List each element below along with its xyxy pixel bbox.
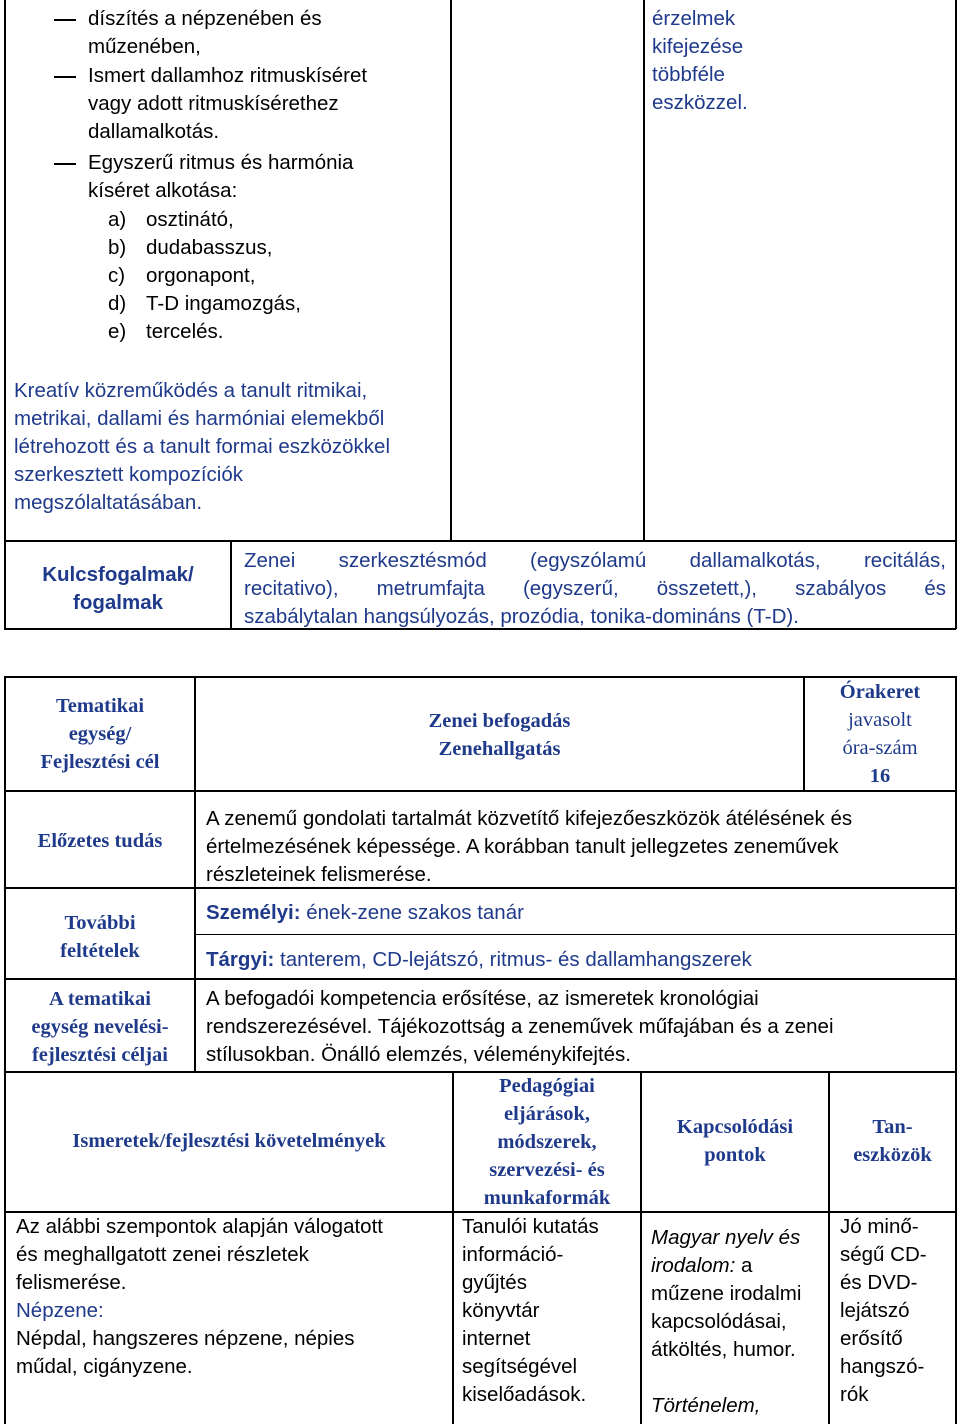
prior-knowledge-label: Előzetes tudás — [37, 830, 163, 852]
sub-item — [108, 262, 301, 290]
methods-header-line: szervezési- és — [489, 1159, 605, 1181]
requirements-cell — [16, 1213, 383, 1381]
bt-row3-inner-divider — [194, 934, 956, 935]
top-table-mid-border-2 — [643, 0, 645, 541]
hours-count-label: óra-szám — [842, 737, 918, 759]
tools-line: lejátszó — [840, 1299, 910, 1322]
key-concepts-label — [6, 561, 230, 617]
unit-label-line: Tematikai — [55, 695, 145, 717]
right-cell-line: többféle — [652, 63, 725, 86]
tools-line: erősítő — [840, 1327, 903, 1350]
methods-line: segítségével — [462, 1355, 578, 1378]
tools-line: ségű CD- — [840, 1243, 927, 1266]
personal-text: ének-zene szakos tanár — [300, 901, 524, 924]
sub-item-text: orgonapont, — [146, 264, 256, 287]
requirements-line: és meghallgatott zenei részletek — [16, 1243, 309, 1266]
connections-header-line: Kapcsolódási — [676, 1116, 794, 1138]
sub-item-label: c) — [108, 264, 126, 287]
paragraph-line: létrehozott és a tanult formai eszközökkel — [14, 435, 391, 458]
bullet-line: díszítés a népzenében és — [88, 7, 322, 30]
requirements-line: műdal, cigányzene. — [16, 1355, 193, 1378]
tools-header-line: Tan- — [872, 1116, 913, 1138]
connections-cell — [651, 1224, 801, 1420]
methods-header-line: munkaformák — [483, 1187, 611, 1209]
bullet-line: vagy adott ritmuskísérethez — [88, 92, 339, 115]
tools-line: Jó minő- — [840, 1215, 919, 1238]
unit-label — [6, 692, 194, 776]
dash-bullet-icon — [54, 163, 76, 165]
bt-right-border — [955, 676, 957, 1424]
unit-label-line: egység/ — [68, 723, 132, 745]
bullet-line: Egyszerű ritmus és harmónia — [88, 151, 354, 174]
methods-line: kiselőadások. — [462, 1383, 587, 1406]
sub-item — [108, 234, 301, 262]
conditions-label-line: További — [64, 912, 136, 934]
key-concepts-text — [244, 547, 946, 631]
material-label: Tárgyi: — [206, 948, 275, 971]
connections-subject: Történelem, — [651, 1394, 761, 1417]
dash-bullet-icon — [54, 19, 76, 21]
goals-label-line: egység nevelési- — [31, 1016, 169, 1038]
goals-label-line: fejlesztési céljai — [31, 1044, 168, 1066]
connections-subject-tail: a — [735, 1254, 753, 1277]
sub-item-label: d) — [108, 292, 127, 315]
bullet-item — [88, 149, 353, 205]
top-table-mid-border-1 — [450, 0, 452, 541]
prior-knowledge-text — [206, 805, 852, 889]
requirements-header: Ismeretek/fejlesztési követelmények — [72, 1130, 386, 1152]
goals-line: A befogadói kompetencia erősítése, az ismeretek kronológiai — [206, 987, 759, 1010]
bt-row1-divider — [4, 790, 956, 792]
goals-line: rendszerezésével. Tájékozottság a zeneművek műfajában és a zenei — [206, 1015, 834, 1038]
methods-line: Tanulói kutatás — [462, 1215, 599, 1238]
methods-line: információ- — [462, 1243, 564, 1266]
dash-bullet-icon — [54, 76, 76, 78]
methods-line: internet — [462, 1327, 531, 1350]
prior-line: részleteinek felismerése. — [206, 863, 432, 886]
methods-header-line: módszerek, — [497, 1131, 597, 1153]
methods-header-line: eljárások, — [504, 1103, 590, 1125]
prior-line: értelmezésének képessége. A korábban tanult jellegzetes zeneművek — [206, 835, 839, 858]
key-concepts-line: recitativo), metrumfajta (egyszerű, összetett,), szabályos és — [244, 577, 946, 600]
goals-line: stílusokban. Önálló elemzés, véleménykifejtés. — [206, 1043, 632, 1066]
conditions-label-line: feltételek — [60, 940, 140, 962]
tools-line: hangszó- — [840, 1355, 925, 1378]
sub-item-text: osztinátó, — [146, 208, 234, 231]
material-text: tanterem, CD-lejátszó, ritmus- és dallamhangszerek — [274, 948, 752, 971]
tools-line: rók — [840, 1383, 869, 1406]
bullet-line: kíséret alkotása: — [88, 179, 238, 202]
connections-line: műzene irodalmi — [651, 1282, 802, 1305]
requirements-line: Az alábbi szempontok alapján válogatott — [16, 1215, 383, 1238]
sub-item — [108, 290, 301, 318]
right-cell-line: eszközzel. — [652, 91, 748, 114]
sub-item-text: tercelés. — [146, 320, 224, 343]
bt-row3-divider — [4, 978, 956, 980]
goals-label — [6, 985, 194, 1069]
hours-box — [805, 678, 955, 790]
tools-cell — [840, 1213, 927, 1409]
sub-item — [108, 206, 301, 234]
connections-header-line: pontok — [704, 1144, 766, 1166]
tools-line: és DVD- — [840, 1271, 918, 1294]
connections-header — [642, 1113, 828, 1169]
hours-title: Órakeret — [839, 681, 921, 703]
personal-label: Személyi: — [206, 901, 301, 924]
sub-item-label: a) — [108, 208, 127, 231]
connections-subject: Magyar nyelv és — [651, 1226, 801, 1249]
key-concepts-line: szabálytalan hangsúlyozás, prozódia, tonika-domináns (T-D). — [244, 605, 799, 628]
bullet-line: műzenében, — [88, 35, 201, 58]
sub-item-label: b) — [108, 236, 127, 259]
unit-title — [196, 707, 803, 763]
hours-value: 16 — [869, 765, 891, 787]
methods-line: gyűjtés — [462, 1271, 527, 1294]
sub-item — [108, 318, 301, 346]
material-conditions — [206, 946, 752, 974]
sub-item-text: dudabasszus, — [146, 236, 273, 259]
requirements-line: Népdal, hangszeres népzene, népies — [16, 1327, 355, 1350]
key-concepts-label-line: fogalmak — [73, 591, 163, 614]
methods-cell — [462, 1213, 599, 1409]
sub-list — [108, 206, 301, 346]
requirements-line: felismerése. — [16, 1271, 127, 1294]
paragraph-line: metrikai, dallami és harmóniai elemekből — [14, 407, 385, 430]
bullet-item — [88, 5, 322, 61]
methods-line: könyvtár — [462, 1299, 540, 1322]
paragraph-line: megszólaltatásában. — [14, 491, 203, 514]
tools-header — [830, 1113, 955, 1169]
goals-text — [206, 985, 834, 1069]
goals-label-line: A tematikai — [49, 988, 151, 1010]
conditions-label — [6, 909, 194, 965]
creative-paragraph — [14, 377, 390, 517]
connections-subject: irodalom: — [651, 1254, 736, 1277]
right-cell-line: kifejezése — [652, 35, 744, 58]
unit-title-line: Zenei befogadás — [428, 710, 571, 732]
right-cell-line: érzelmek — [652, 7, 736, 30]
unit-title-line: Zenehallgatás — [438, 738, 561, 760]
top-table-left-border — [4, 0, 6, 629]
key-concepts-line: Zenei szerkesztésmód (egyszólamú dallamalkotás, recitálás, — [244, 549, 946, 572]
connections-line: átköltés, humor. — [651, 1338, 796, 1361]
personal-conditions — [206, 899, 524, 927]
right-cell-text — [652, 5, 748, 117]
bullet-line: Ismert dallamhoz ritmuskíséret — [88, 64, 368, 87]
connections-line: kapcsolódásai, — [651, 1310, 787, 1333]
bullet-line: dallamalkotás. — [88, 120, 220, 143]
requirements-line: Népzene: — [16, 1299, 104, 1322]
methods-header-line: Pedagógiai — [499, 1075, 595, 1097]
paragraph-line: Kreatív közreműködés a tanult ritmikai, — [14, 379, 368, 402]
paragraph-line: szerkesztett kompozíciók — [14, 463, 243, 486]
key-concepts-label-line: Kulcsfogalmak/ — [42, 563, 194, 586]
top-table-row-divider — [4, 540, 956, 542]
key-concepts-divider — [230, 541, 232, 629]
prior-line: A zenemű gondolati tartalmát közvetítő kifejezőeszközök átélésének és — [206, 807, 853, 830]
top-table-right-border — [955, 0, 957, 629]
sub-item-label: e) — [108, 320, 127, 343]
sub-item-text: T-D ingamozgás, — [146, 292, 301, 315]
tools-header-line: eszközök — [853, 1144, 932, 1166]
unit-label-line: Fejlesztési cél — [40, 751, 160, 773]
methods-header — [454, 1072, 640, 1212]
hours-suggested: javasolt — [848, 709, 912, 731]
bullet-item — [88, 62, 367, 146]
